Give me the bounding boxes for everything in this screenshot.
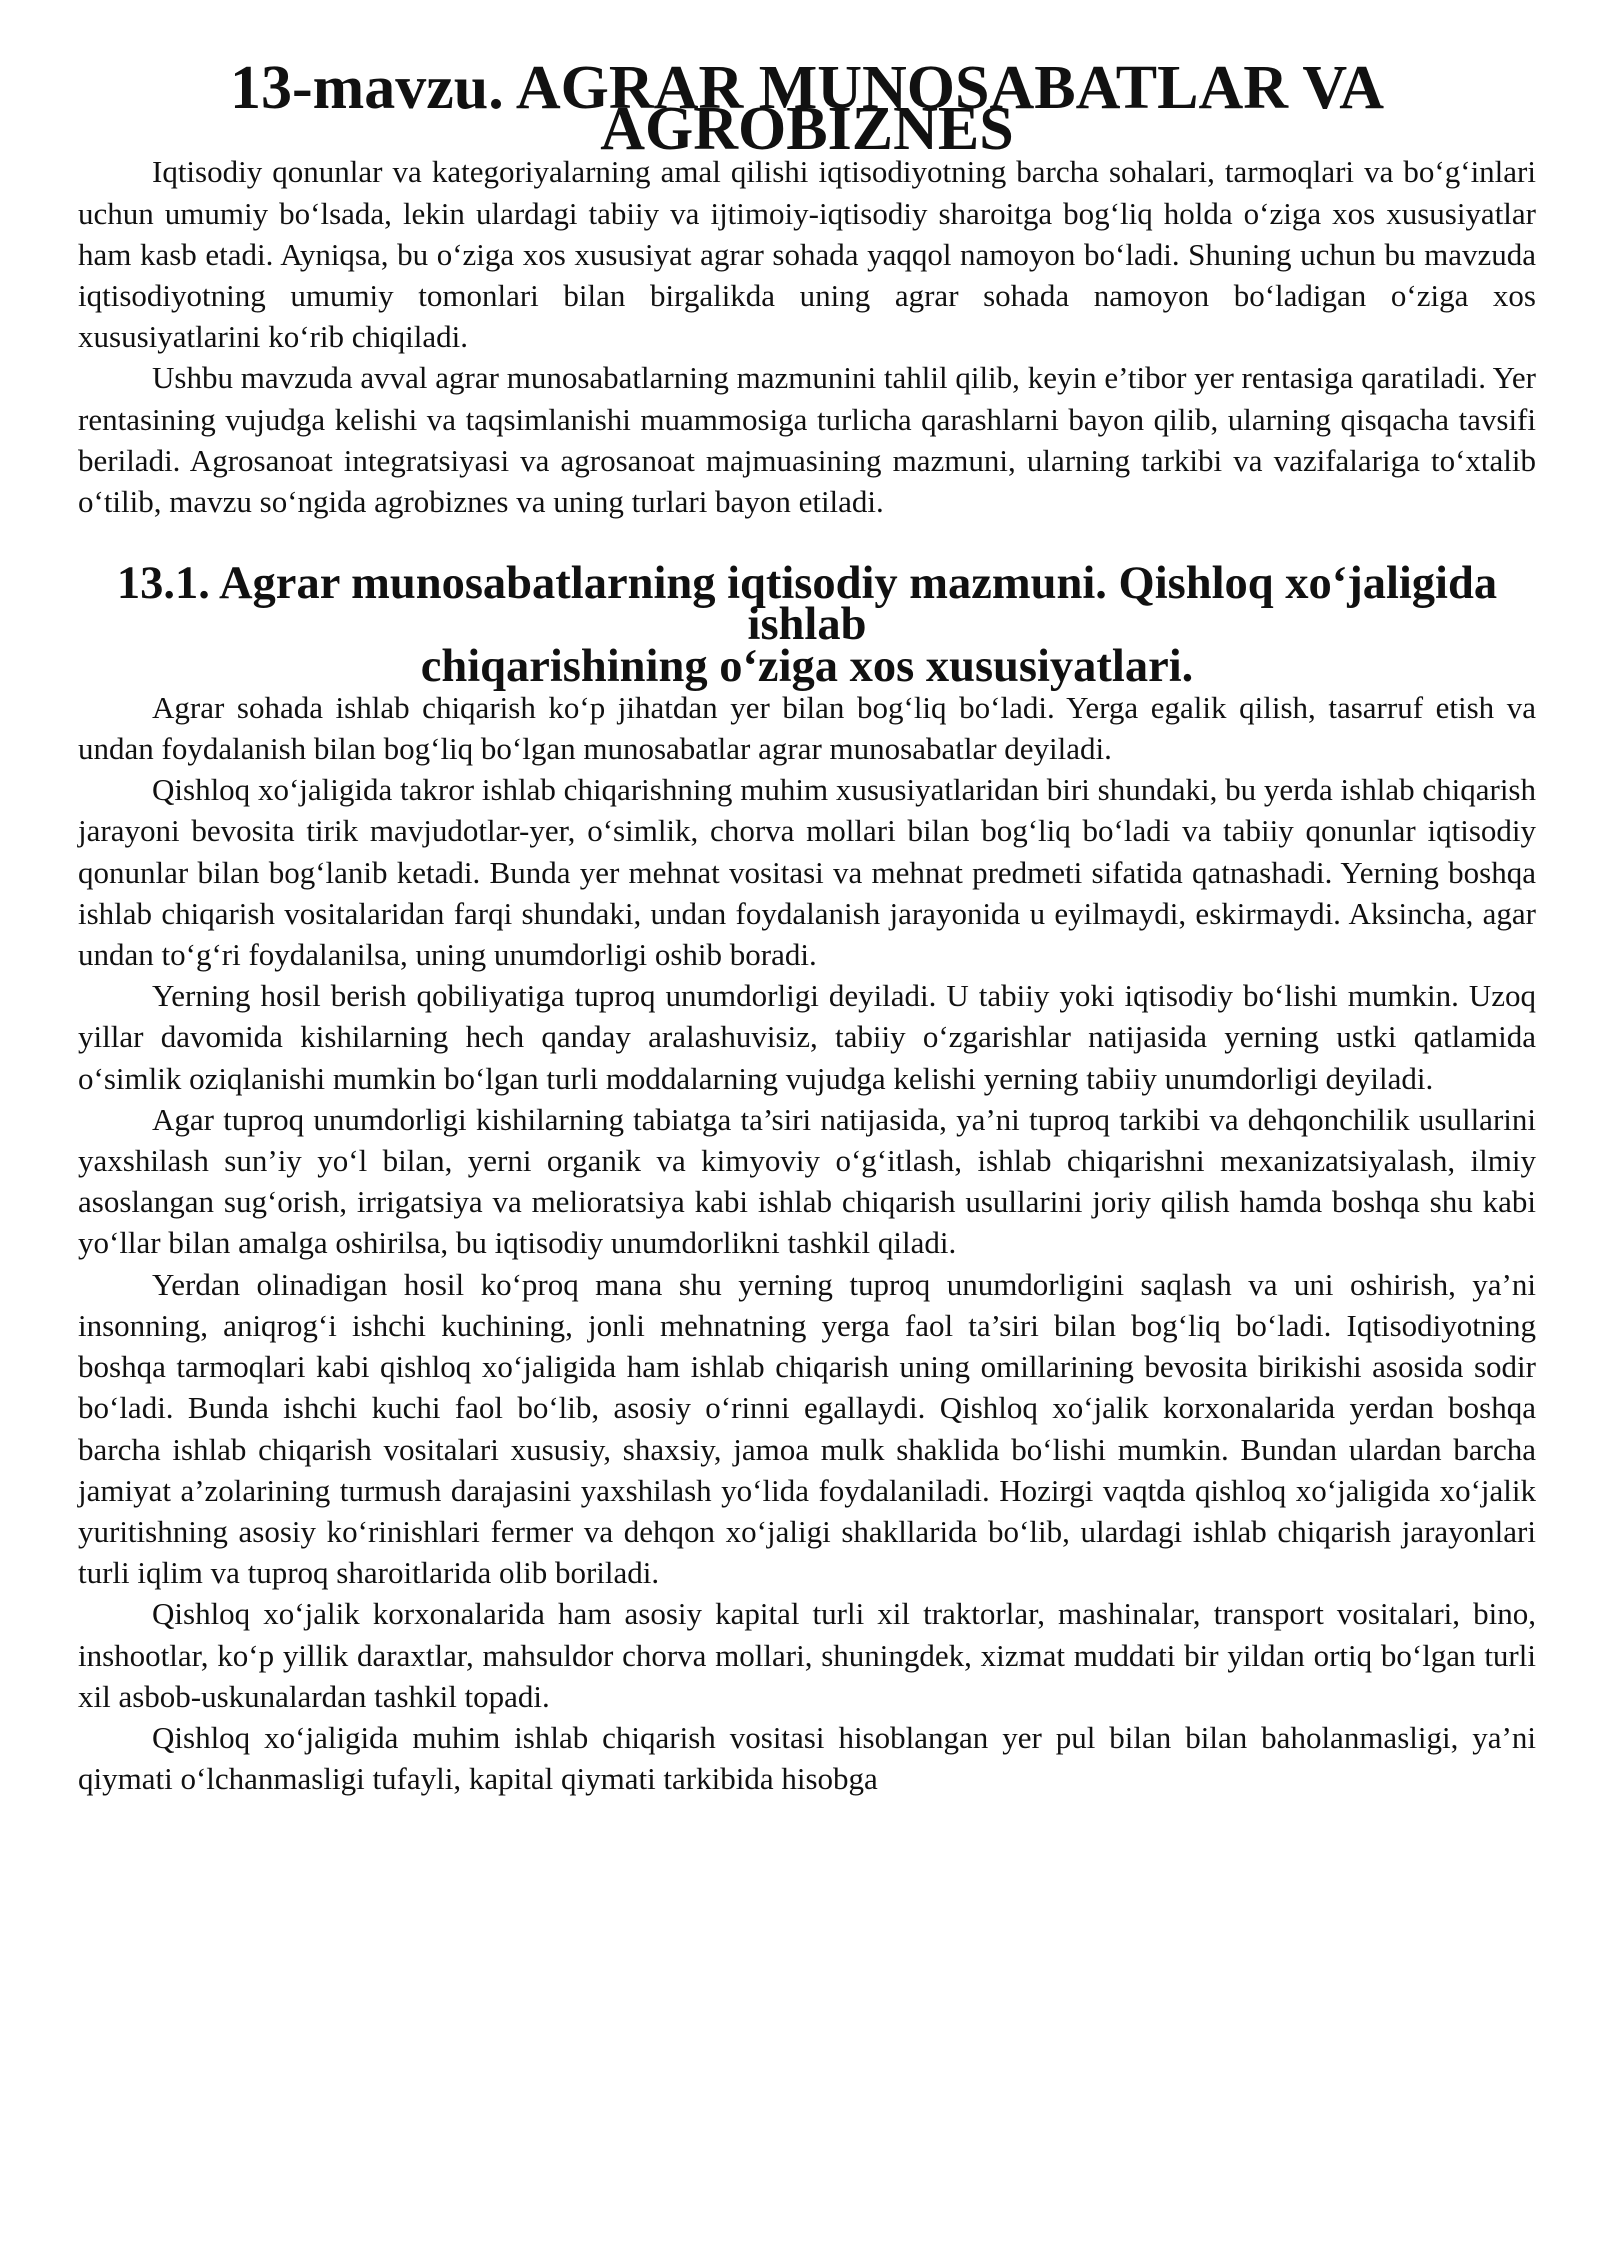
- page-title: [78, 54, 1536, 164]
- section-title: [78, 558, 1536, 692]
- title-text: AGRAR MUNOSABATLAR VA AGROBIZNES: [515, 54, 1384, 164]
- section-title-line: chiqarishining o‘ziga xos xususiyatlari.: [420, 640, 1194, 692]
- document-page: [78, 54, 1536, 1799]
- intro-paragraph: Iqtisodiy qonunlar va kategoriyalarning amal qilishi iqtisodiyotning barcha sohalari, tarmoqlari va bo‘g‘inlari uchun umumiy bo‘lsada, lekin ulardagi tabiiy va ijtimoiy-iqtisodiy sharoitga bog‘liq holda o‘ziga xos xususiyatlar ham kasb etadi. Ayniqsa, bu o‘ziga xos xususiyat agrar sohada yaqqol namoyon bo‘ladi. Shuning uchun bu mavzuda iqtisodiyotning umumiy tomonlari bilan birgalikda uning agrar sohada namoyon bo‘ladigan o‘ziga xos xususiyatlarini ko‘rib chiqiladi.: [78, 154, 1536, 355]
- section-paragraph: Agrar sohada ishlab chiqarish ko‘p jihatdan yer bilan bog‘liq bo‘ladi. Yerga egalik qilish, tasarruf etish va undan foydalanish bilan bog‘liq bo‘lgan munosabatlar agrar munosabatlar deyiladi.: [78, 689, 1536, 767]
- section-paragraph: Yerdan olinadigan hosil ko‘proq mana shu yerning tuproq unumdorligini saqlash va uni oshirish, ya’ni insonning, aniqrog‘i ishchi kuchining, jonli mehnatning yerga faol ta’siri bilan bog‘liq bo‘ladi. Iqtisodiyotning boshqa tarmoqlari kabi qishloq xo‘jaligida ham ishlab chiqarish uning omillarining bevosita birikishi asosida sodir bo‘ladi. Bunda ishchi kuchi faol bo‘lib, asosiy o‘rinni egallaydi. Qishloq xo‘jalik korxonalarida yerdan boshqa barcha ishlab chiqarish vositalari xususiy, shaxsiy, jamoa mulk shaklida bo‘lishi mumkin. Bundan ulardan barcha jamiyat a’zolarining turmush darajasini yaxshilash yo‘lida foydalaniladi. Hozirgi vaqtda qishloq xo‘jaligida xo‘jalik yuritishning asosiy ko‘rinishlari fermer va dehqon xo‘jaligi shakllarida bo‘lib, ulardagi ishlab chiqarish jarayonlari turli iqlim va tuproq sharoitlarida olib boriladi.: [78, 1266, 1536, 1591]
- title-number: 13-mavzu.: [230, 54, 504, 122]
- section-paragraph: Yerning hosil berish qobiliyatiga tuproq unumdorligi deyiladi. U tabiiy yoki iqtisodiy bo‘lishi mumkin. Uzoq yillar davomida kishilarning hech qanday aralashuvisiz, tabiiy o‘zgarishlar natijasida yerning ustki qatlamida o‘simlik oziqlanishi mumkin bo‘lgan turli moddalarning vujudga kelishi yerning tabiiy unumdorligi deyiladi.: [78, 978, 1536, 1096]
- section-paragraph: Qishloq xo‘jaligida muhim ishlab chiqarish vositasi hisoblangan yer pul bilan bilan baholanmasligi, ya’ni qiymati o‘lchanmasligi tufayli, kapital qiymati tarkibida hisobga: [78, 1719, 1536, 1797]
- section-paragraph: Agar tuproq unumdorligi kishilarning tabiatga ta’siri natijasida, ya’ni tuproq tarkibi va dehqonchilik usullarini yaxshilash sun’iy yo‘l bilan, yerni organik va kimyoviy o‘g‘itlash, ishlab chiqarishni mexanizatsiyalash, ilmiy asoslangan sug‘orish, irrigatsiya va melioratsiya kabi ishlab chiqarish usullarini joriy qilish hamda boshqa shu kabi yo‘llar bilan amalga oshirilsa, bu iqtisodiy unumdorlikni tashkil qiladi.: [78, 1101, 1536, 1261]
- section-paragraph: Qishloq xo‘jalik korxonalarida ham asosiy kapital turli xil traktorlar, mashinalar, transport vositalari, bino, inshootlar, ko‘p yillik daraxtlar, mahsuldor chorva mollari, shuningdek, xizmat muddati bir yildan ortiq bo‘lgan turli xil asbob-uskunalardan tashkil topadi.: [78, 1596, 1536, 1714]
- section-title-line: 13.1. Agrar munosabatlarning iqtisodiy mazmuni. Qishloq xo‘jaligida ishlab: [116, 558, 1498, 651]
- section-paragraph: Qishloq xo‘jaligida takror ishlab chiqarishning muhim xususiyatlaridan biri shundaki, bu yerda ishlab chiqarish jarayoni bevosita tirik mavjudotlar-yer, o‘simlik, chorva mollari bilan bog‘liq bo‘ladi va tabiiy qonunlar iqtisodiy qonunlar bilan bog‘lanib ketadi. Bunda yer mehnat vositasi va mehnat predmeti sifatida qatnashadi. Yerning boshqa ishlab chiqarish vositalaridan farqi shundaki, undan foydalanish jarayonida u eyilmaydi, eskirmaydi. Aksincha, agar undan to‘g‘ri foydalanilsa, uning unumdorligi oshib boradi.: [78, 772, 1536, 973]
- intro-paragraph: Ushbu mavzuda avval agrar munosabatlarning mazmunini tahlil qilib, keyin e’tibor yer rentasiga qaratiladi. Yer rentasining vujudga kelishi va taqsimlanishi muammosiga turlicha qarashlarni bayon qilib, ularning qisqacha tavsifi beriladi. Agrosanoat integratsiyasi va agrosanoat majmuasining mazmuni, ularning tarkibi va vazifalariga to‘xtalib o‘tilib, mavzu so‘ngida agrobiznes va uning turlari bayon etiladi.: [78, 360, 1536, 520]
